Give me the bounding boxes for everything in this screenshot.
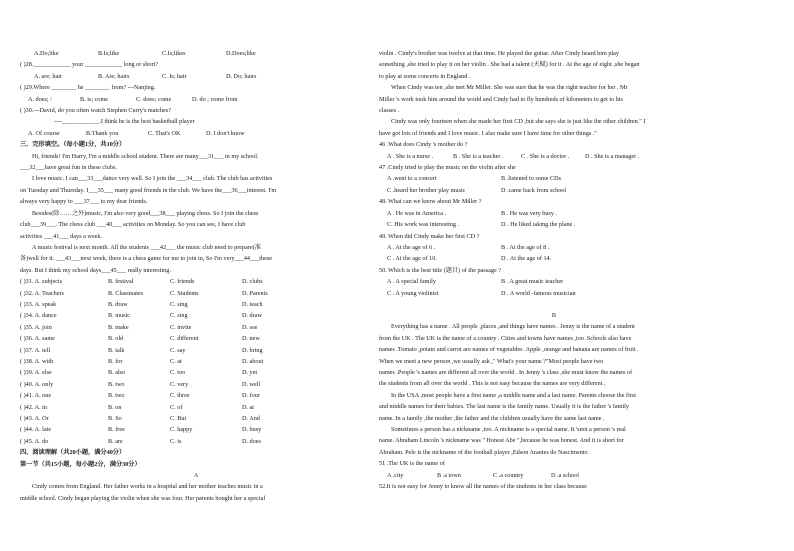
cloze-option-row <box>20 322 372 333</box>
cloze-option-a: ( )39. A. else <box>20 369 52 377</box>
cloze-line-2: ___32___have great fun in these clubs. <box>20 164 117 172</box>
cloze-option-row <box>20 402 372 413</box>
cloze-option-d: D. yet <box>242 369 258 377</box>
q50-option-d: D . A world -famous musician <box>501 289 576 297</box>
cloze-option-b: B. So <box>108 415 122 422</box>
cloze-option-a: ( )40. A. only <box>20 380 54 388</box>
passage-a-cont-6: classes . <box>379 107 400 115</box>
q30-option-c: C. That's OK <box>148 129 181 137</box>
passage-b-line-10: Sometimes a person has a nickname ,too. A nickname is a special name. It 'snot a person 's real <box>391 426 626 433</box>
cloze-option-c: C. three <box>170 392 190 400</box>
cloze-option-b: B. on <box>108 403 122 411</box>
q50-options-1 <box>379 276 729 287</box>
q30-option-d: D. I don't know <box>206 129 245 137</box>
cloze-option-row <box>20 367 372 378</box>
cloze-option-b: B. for <box>108 357 123 365</box>
passage-a-cont-8: have got lots of friends and I love music. I also make sure I have time for other things ." <box>379 129 597 137</box>
passage-a-cont-3: to play at some concerts in England . <box>379 72 471 80</box>
q50-options-2 <box>379 288 729 299</box>
q30-option-b: B.Thank you <box>86 129 119 137</box>
q46-options <box>379 151 729 162</box>
cloze-option-c: C. But <box>170 415 187 422</box>
q30-option-a: A. Of course <box>28 129 60 137</box>
cloze-option-d: D. at <box>242 403 255 411</box>
cloze-option-row <box>20 276 372 287</box>
cloze-option-d: D. see <box>242 323 258 331</box>
cloze-option-d: D. four <box>242 392 260 400</box>
cloze-option-d: D. bring <box>242 346 263 354</box>
q29-option-c: C. does; come <box>136 95 172 103</box>
question-30: ( )30.---David, do you often watch Stephen Curry's matches? <box>20 107 171 115</box>
cloze-option-d: D. And <box>242 415 260 422</box>
cloze-option-d: D. draw <box>242 312 262 320</box>
q51-options <box>379 470 729 481</box>
passage-b-line-4: When we meet a new person ,we usually ask ," What's your name ?"Most people have two <box>379 357 604 365</box>
cloze-line-10: 备)well for it. ___43___next week, there is a chess game for me to join in, So I'm very___44___these <box>20 255 272 263</box>
q46-option-c: C . She is a doctor . <box>521 152 570 160</box>
option-b: B.Is;like <box>98 50 120 57</box>
cloze-options-table <box>20 276 372 447</box>
question-47: 47 .Cindy tried to play the music on the violin after she <box>379 164 516 172</box>
cloze-line-4: on Tuesday and Thursday. I___35___ many good friends in the club. We have the___36___interest. I'm <box>20 186 277 194</box>
passage-a-cont-1: violin . Cindy's brother was twelve at that time. He played the guitar. After Cindy heard him play <box>379 50 619 57</box>
cloze-line-5: always very happy to ___37___ to my dear friends. <box>20 198 148 206</box>
cloze-option-row <box>20 356 372 367</box>
passage-b-line-1: Everything has a name . All people ,places ,and things have names . Jenny is the name of a student <box>391 323 635 331</box>
cloze-option-d: D. does <box>242 437 261 445</box>
q48-option-a: A . He was in America . <box>387 209 447 217</box>
q46-option-a: A . She is a nurse . <box>387 152 434 160</box>
top-options-row <box>20 48 372 59</box>
cloze-option-a: ( )32. A. Teachers <box>20 289 64 297</box>
q47-options-2 <box>379 185 729 196</box>
cloze-line-3: I love music. I can___33___dance very well. So I join the ___34___ club. The club has activities <box>32 175 273 183</box>
q50-option-a: A . A special family <box>387 278 436 286</box>
question-46: 46 .What does Cindy 's mother do ? <box>379 141 468 149</box>
passage-b-line-12: Abraham. Pele is the nickname of the football player ,Edson Arantes do Nascimento . <box>379 448 591 456</box>
option-d: D.Does;like <box>226 50 256 57</box>
option-a: A.Do;like <box>34 50 59 57</box>
q29-options <box>20 94 372 105</box>
question-28: ( )28.____________ your ____________ long or short? <box>20 61 159 69</box>
cloze-option-c: C. sing <box>170 312 188 320</box>
q50-option-b: B . A great music teacher <box>501 278 564 286</box>
cloze-section-title: 三、完形填空。（每小题1分，共10分） <box>20 141 126 149</box>
cloze-option-c: C. Students <box>170 289 199 297</box>
q49-option-d: D . At the age of 14. <box>501 255 552 263</box>
cloze-option-row <box>20 379 372 390</box>
cloze-option-b: B. Classmates <box>108 289 144 297</box>
q48-option-d: D . He liked taking the plane . <box>501 221 576 229</box>
cloze-option-d: D. about <box>242 357 264 365</box>
q49-option-c: C . At the age of 10. <box>387 255 437 263</box>
cloze-option-b: B. free <box>108 426 125 434</box>
passage-a-cont-4: When Cindy was ten ,she met Mr Miller. She was sure that he was the right teacher for her . Mr <box>391 84 628 92</box>
q49-options-1 <box>379 242 729 253</box>
cloze-option-a: ( )41. A. one <box>20 392 52 400</box>
cloze-option-c: C. is <box>170 437 182 445</box>
passage-a-line-1: Cindy comes from England. Her father works in a hospital and her mother teaches music in a <box>32 483 263 491</box>
cloze-line-1: Hi, friends! I'm Harry, I'm a middle school student. There are many___31___ in my school. <box>32 152 259 160</box>
cloze-option-d: D. clubs <box>242 278 263 286</box>
q51-option-c: C .a country <box>493 471 524 479</box>
passage-a-label: A <box>193 472 199 480</box>
passage-b-line-11: name. Abraham Lincoln 's nickname was " Honest Abe ",because he was honest. And it is short for <box>379 437 624 445</box>
cloze-option-d: D. well <box>242 380 261 388</box>
cloze-option-a: ( )31. A. subjects <box>20 278 63 286</box>
cloze-option-a: ( )35. A. join <box>20 323 52 331</box>
passage-a-cont-5: Miller 's work took him around the world and Cindy had to fly hundreds of kilometers to get to his <box>379 95 623 103</box>
passage-b-line-7: In the USA ,most people have a first name ,a middle name and a last name. Parents choose the first <box>391 391 637 399</box>
q28-options <box>20 71 372 82</box>
passage-b-line-5: names .People 's names are different all over the world . In Jenny 's class ,she must know the names of <box>379 368 633 376</box>
cloze-option-b: B. music <box>108 312 131 320</box>
cloze-line-11: days. But I think my school days___45___ really interesting. <box>20 266 171 274</box>
q49-options-2 <box>379 253 729 264</box>
cloze-line-8: activities ___41___ days a week. <box>20 232 102 240</box>
cloze-line-7: club___39___. The chess club ___40___ activities on Monday. So you can see, I have club <box>20 221 246 229</box>
cloze-option-c: C. too <box>170 369 186 377</box>
question-51: 51 .The UK is the name of <box>379 460 445 468</box>
q47-option-a: A .went to a concert <box>387 175 437 183</box>
cloze-option-row <box>20 288 372 299</box>
cloze-option-a: ( )45. A. do <box>20 437 49 445</box>
cloze-option-d: D. teach <box>242 300 263 308</box>
q47-option-c: C .heard her brother play music <box>387 186 466 194</box>
cloze-option-a: ( )43. A. Or <box>20 415 49 422</box>
q49-option-a: A . At the age of 6 . <box>387 243 436 251</box>
reading-subsection-title: 第一节（共15小题，每小题2分，满分30分） <box>20 460 141 468</box>
q29-option-b: B. is; come <box>80 95 109 103</box>
cloze-option-b: B. talk <box>108 346 125 354</box>
q28-option-a: A. are; hair <box>34 72 63 80</box>
cloze-option-c: C. happy <box>170 426 193 434</box>
cloze-option-b: B. old <box>108 335 124 343</box>
reading-section-title: 四、阅读理解（共20小题，满分40分） <box>20 449 126 457</box>
cloze-option-c: C. at <box>170 357 182 365</box>
passage-b-line-6: the students from all over the world . This is not easy because the names are very different . <box>379 380 606 388</box>
question-50: 50. Which is the best title (题目) of the passage ? <box>379 266 502 274</box>
cloze-option-b: B. are <box>108 437 123 445</box>
cloze-option-row <box>20 333 372 344</box>
left-column <box>20 48 372 504</box>
cloze-option-a: ( )44. A. late <box>20 426 52 434</box>
cloze-option-b: B. festival <box>108 278 134 286</box>
cloze-option-row <box>20 299 372 310</box>
passage-b-line-3: names .Tomato ,potato and carrot are names of vegetables .Apple ,orange and banana are names of fruit . <box>379 346 639 354</box>
cloze-option-row <box>20 310 372 321</box>
cloze-option-a: ( )38. A. with <box>20 357 54 365</box>
cloze-option-d: D. new <box>242 335 260 343</box>
cloze-option-row <box>20 345 372 356</box>
cloze-option-row <box>20 390 372 401</box>
cloze-option-c: C. say <box>170 346 186 354</box>
cloze-option-c: C. very <box>170 380 189 388</box>
passage-b-line-8: and middle names for their babies. The last name is the family name. Usually it is the father 's family <box>379 403 629 411</box>
q48-options-2 <box>379 219 729 230</box>
q48-option-c: C. His work was interesting . <box>387 221 460 229</box>
q47-option-d: D .came back from school <box>501 186 567 194</box>
cloze-option-b: B. draw <box>108 300 128 308</box>
cloze-option-c: C. different <box>170 335 199 343</box>
passage-a-cont-2: something ,she tried to play it on her violin . She had a talent (天赋) for it . At the age of eight ,she began <box>379 61 640 69</box>
q28-option-b: B. Are; hairs <box>98 72 130 80</box>
q51-option-d: D .a school <box>551 471 580 479</box>
cloze-option-a: ( )42. A. in <box>20 403 47 411</box>
cloze-option-c: C. friends <box>170 278 195 286</box>
passage-a-line-2: middle school. Cindy began playing the violin when she was four. Her parents bought her a special <box>20 494 266 502</box>
cloze-option-a: ( )34. A. dance <box>20 312 57 320</box>
cloze-option-c: C. sing <box>170 300 188 308</box>
cloze-option-a: ( )37. A. tell <box>20 346 51 354</box>
q50-option-c: C . A young violinist <box>387 289 439 297</box>
cloze-option-row <box>20 424 372 435</box>
question-30-reply: ----____________.I think he is the best basketball player <box>54 118 195 126</box>
passage-b-line-9: name. In a family ,the mother ,the father and the children usually have the same last name . <box>379 414 605 422</box>
cloze-line-9: A music festival is next month. All the students ___42___ the music club need to prepare(准 <box>32 243 261 251</box>
cloze-option-c: C. invite <box>170 323 192 331</box>
q30-options <box>20 128 372 139</box>
cloze-option-d: D. Parents <box>242 289 268 297</box>
cloze-option-b: B. two <box>108 392 125 400</box>
q46-option-d: D . She is a manager . <box>585 152 640 160</box>
right-column <box>379 48 729 492</box>
question-52: 52.It is not easy for Jenny to know all the names of the students in her class because <box>379 483 587 491</box>
cloze-option-b: B. two <box>108 380 125 388</box>
cloze-option-c: C. of <box>170 403 183 411</box>
q28-option-d: D. Do; hairs <box>226 72 257 80</box>
cloze-option-b: B. make <box>108 323 129 331</box>
q46-option-b: B . She is a teacher . <box>453 152 504 160</box>
passage-b-label: B <box>551 311 557 319</box>
q29-option-d: D. do ; come from <box>192 95 238 103</box>
question-29: ( )29.Where ________ he ________ from? ---Nanjing. <box>20 84 156 92</box>
q29-option-a: A. does; / <box>28 95 52 103</box>
question-49: 49. When did Cindy make her first CD ? <box>379 232 480 240</box>
passage-a-cont-7: Cindy was only fourteen when she made her first CD ,but she says she is just like the other children." I <box>391 118 646 126</box>
q51-option-a: A .city <box>387 471 404 479</box>
q51-option-b: B .a town <box>437 471 461 479</box>
cloze-line-6: Besides(除……之外)music, I'm also very good___38___ playing chess. So I join the chess <box>32 209 259 217</box>
q47-options-1 <box>379 173 729 184</box>
cloze-option-a: ( )33. A. speak <box>20 300 57 308</box>
cloze-option-a: ( )36. A. same <box>20 335 55 343</box>
cloze-option-d: D. busy <box>242 426 262 434</box>
q28-option-c: C. Is; hair <box>162 72 187 80</box>
cloze-option-b: B. also <box>108 369 126 377</box>
option-c: C.Is;likes <box>162 50 186 57</box>
cloze-option-row <box>20 413 372 424</box>
q48-options-1 <box>379 208 729 219</box>
cloze-option-row <box>20 436 372 447</box>
question-48: 48. What can we know about Mr Miller ? <box>379 198 482 206</box>
passage-b-line-2: from the UK . The UK is the name of a country . Cities and towns have names ,too .Schools also have <box>379 334 632 342</box>
q48-option-b: B . He was very busy . <box>501 209 558 217</box>
q49-option-b: B . At the age of 8 . <box>501 243 550 251</box>
q47-option-b: B .listened to some CDs <box>501 175 561 183</box>
